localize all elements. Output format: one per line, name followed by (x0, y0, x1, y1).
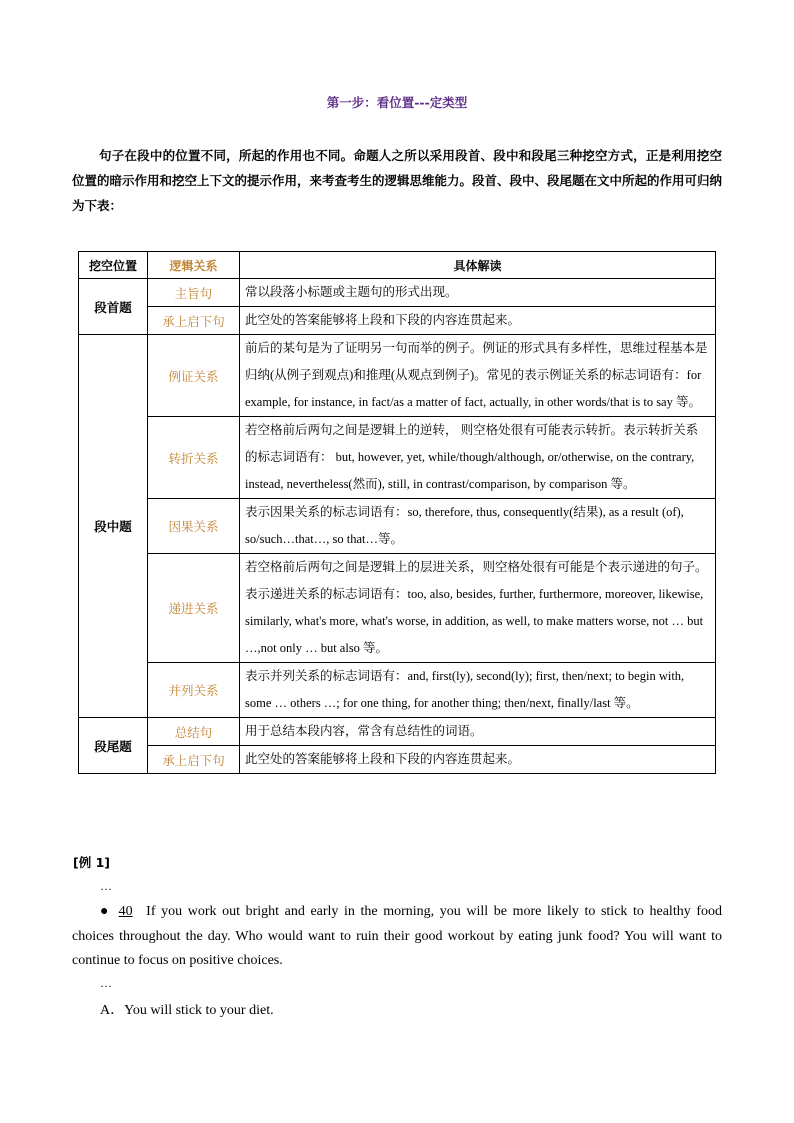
ellipsis-bottom: … (100, 976, 112, 990)
logic-cell: 主旨句 (148, 279, 240, 307)
header-logic: 逻辑关系 (148, 252, 240, 279)
logic-cell: 承上启下句 (148, 307, 240, 335)
table-row (79, 417, 716, 499)
section-title: 第一步：看位置---定类型 (326, 95, 468, 110)
description-cell: 用于总结本段内容，常含有总结性的词语。 (240, 718, 716, 746)
logic-cell: 承上启下句 (148, 746, 240, 774)
bullet-icon: ● (100, 904, 111, 919)
table-row (79, 335, 716, 417)
position-cell: 段首题 (79, 279, 148, 335)
table-row (79, 663, 716, 718)
logic-cell: 因果关系 (148, 499, 240, 554)
logic-cell: 并列关系 (148, 663, 240, 718)
position-cell: 段中题 (79, 335, 148, 718)
header-position: 挖空位置 (79, 252, 148, 279)
blank-number: 40 (118, 904, 133, 919)
description-cell: 此空处的答案能够将上段和下段的内容连贯起来。 (240, 746, 716, 774)
position-cell: 段尾题 (79, 718, 148, 774)
table-row (79, 746, 716, 774)
table-row (79, 499, 716, 554)
description-cell: 常以段落小标题或主题句的形式出现。 (240, 279, 716, 307)
description-cell: 前后的某句是为了证明另一句而举的例子。例证的形式具有多样性，思维过程基本是归纳(从例子到观点)和推理(从观点到例子)。常见的表示例证关系的标志词语有：for example, for instance, in fact/as a matter of fact, actually, in other words/that is to say 等。 (240, 335, 716, 417)
description-cell: 表示并列关系的标志词语有：and, first(ly), second(ly); first, then/next; to begin with, some … others …; for one thing, for another thing; then/next, finally/last 等。 (240, 663, 716, 718)
example-label: [例 1] (73, 855, 110, 870)
table-row (79, 718, 716, 746)
description-cell: 表示因果关系的标志词语有：so, therefore, thus, consequently(结果), as a result (of), so/such…that…, so that…等。 (240, 499, 716, 554)
intro-paragraph: 句子在段中的位置不同，所起的作用也不同。命题人之所以采用段首、段中和段尾三种挖空方式，正是利用挖空位置的暗示作用和挖空上下文的提示作用，来考查考生的逻辑思维能力。段首、段中、段尾题在文中所起的作用可归纳为下表： (72, 148, 723, 213)
passage-text: If you work out bright and early in the morning, you will be more likely to stick to healthy food choices throughout the day. Who would want to ruin their good workout by eating junk food? You will want to continue to focus on positive choices. (72, 904, 722, 968)
table-row (79, 279, 716, 307)
option-a: A．You will stick to your diet. (100, 1003, 274, 1018)
relation-table (78, 251, 716, 774)
description-cell: 若空格前后两句之间是逻辑上的逆转， 则空格处很有可能表示转折。表示转折关系的标志词语有： but, however, yet, while/though/although, or/otherwise, on the contrary, instead, nevertheless(然而), still, in contrast/comparison, by comparison 等。 (240, 417, 716, 499)
description-cell: 若空格前后两句之间是逻辑上的层进关系，则空格处很有可能是个表示递进的句子。表示递进关系的标志词语有：too, also, besides, further, furthermore, moreover, likewise, similarly, what's more, what's worse, in addition, as well, to make matters worse, not … but …,not only … but also 等。 (240, 554, 716, 663)
ellipsis-top: … (100, 879, 112, 893)
logic-cell: 转折关系 (148, 417, 240, 499)
description-cell: 此空处的答案能够将上段和下段的内容连贯起来。 (240, 307, 716, 335)
table-row (79, 554, 716, 663)
logic-cell: 递进关系 (148, 554, 240, 663)
logic-cell: 例证关系 (148, 335, 240, 417)
example-passage (72, 900, 722, 974)
table-row (79, 307, 716, 335)
table-header-row (79, 252, 716, 279)
header-description: 具体解读 (240, 252, 716, 279)
logic-cell: 总结句 (148, 718, 240, 746)
